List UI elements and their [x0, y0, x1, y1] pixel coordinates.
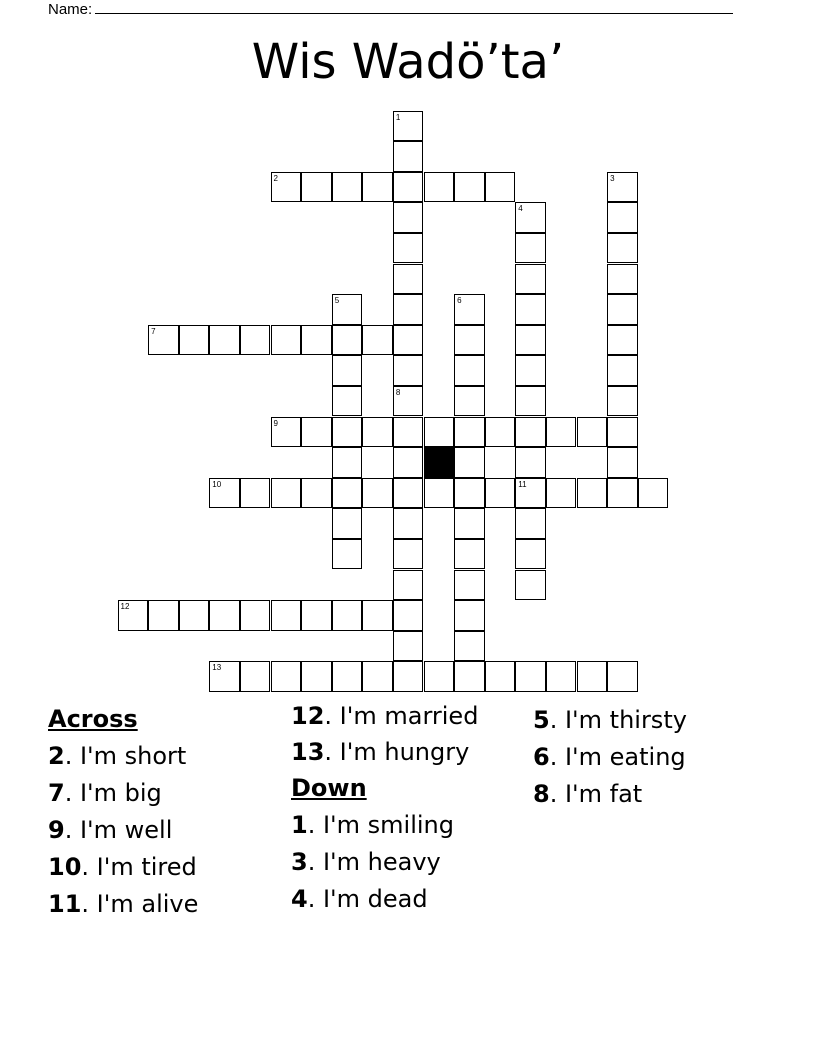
- grid-cell[interactable]: [393, 264, 424, 295]
- cell-number: 8: [395, 387, 401, 397]
- grid-cell[interactable]: [271, 325, 302, 356]
- clue-text: I'm thirsty: [564, 706, 687, 734]
- grid-cell[interactable]: [546, 478, 577, 509]
- clue-column-3: [533, 702, 687, 813]
- clue-text: I'm well: [79, 816, 173, 844]
- across-clue: 13. I'm hungry: [291, 738, 470, 766]
- cell-number: 2: [273, 173, 278, 183]
- across-clue: 12. I'm married: [291, 702, 479, 730]
- grid-cell[interactable]: [393, 355, 424, 386]
- grid-cell[interactable]: [607, 233, 638, 264]
- grid-cell[interactable]: [362, 172, 393, 203]
- clue-text: I'm eating: [564, 743, 686, 771]
- grid-cell[interactable]: [332, 539, 363, 570]
- clue-text: I'm married: [339, 702, 479, 730]
- down-clue: 3. I'm heavy: [291, 848, 441, 876]
- cell-number: 9: [273, 418, 278, 428]
- grid-cell[interactable]: [454, 325, 485, 356]
- grid-cell[interactable]: [607, 325, 638, 356]
- grid-cell[interactable]: [577, 478, 608, 509]
- grid-cell[interactable]: [332, 386, 363, 417]
- cell-number: 10: [212, 479, 222, 489]
- grid-cell[interactable]: [332, 600, 363, 631]
- grid-cell[interactable]: [454, 600, 485, 631]
- grid-cell[interactable]: [515, 478, 546, 509]
- grid-cell[interactable]: [424, 478, 455, 509]
- grid-cell[interactable]: [607, 294, 638, 325]
- grid-cell[interactable]: [393, 539, 424, 570]
- grid-cell[interactable]: [393, 202, 424, 233]
- clue-text: I'm alive: [96, 890, 199, 918]
- grid-cell[interactable]: [362, 600, 393, 631]
- grid-cell[interactable]: [271, 600, 302, 631]
- clue-number: 2: [48, 742, 65, 770]
- grid-cell[interactable]: [393, 631, 424, 662]
- clue-text: I'm dead: [322, 885, 428, 913]
- grid-cell[interactable]: [393, 325, 424, 356]
- grid-cell[interactable]: [301, 417, 332, 448]
- grid-cell[interactable]: [485, 661, 516, 692]
- cell-number: 11: [518, 479, 527, 489]
- grid-cell[interactable]: [607, 355, 638, 386]
- across-heading: Across: [48, 705, 138, 733]
- grid-cell[interactable]: [148, 325, 179, 356]
- cell-number: 7: [151, 326, 156, 336]
- grid-cell[interactable]: [607, 661, 638, 692]
- grid-cell[interactable]: [179, 325, 210, 356]
- grid-cell[interactable]: [393, 172, 424, 203]
- grid-cell[interactable]: [362, 478, 393, 509]
- grid-cell[interactable]: [607, 447, 638, 478]
- name-label: Name:: [48, 1, 93, 18]
- cell-number: 3: [610, 173, 615, 183]
- grid-cell[interactable]: [515, 294, 546, 325]
- grid-cell[interactable]: [240, 600, 271, 631]
- grid-cell[interactable]: [393, 508, 424, 539]
- grid-cell[interactable]: [301, 172, 332, 203]
- clue-text: I'm fat: [564, 780, 643, 808]
- black-cell: [424, 447, 455, 478]
- grid-cell[interactable]: [515, 233, 546, 264]
- cell-number: 5: [334, 296, 340, 306]
- grid-cell[interactable]: [607, 417, 638, 448]
- clue-number: 10: [48, 853, 82, 881]
- grid-cell[interactable]: [393, 661, 424, 692]
- grid-cell[interactable]: [454, 631, 485, 662]
- grid-cell[interactable]: [393, 111, 424, 142]
- grid-cell[interactable]: [393, 417, 424, 448]
- clue-number: 11: [48, 890, 82, 918]
- grid-cell[interactable]: [607, 264, 638, 295]
- grid-cell[interactable]: [209, 325, 240, 356]
- clue-number: 5: [533, 706, 550, 734]
- grid-cell[interactable]: [332, 417, 363, 448]
- clue-column-1: [48, 702, 198, 923]
- grid-cell[interactable]: [301, 325, 332, 356]
- grid-cell[interactable]: [454, 570, 485, 601]
- cell-number: 13: [212, 663, 222, 673]
- clue-number: 9: [48, 816, 65, 844]
- grid-cell[interactable]: [515, 355, 546, 386]
- grid-cell[interactable]: [515, 447, 546, 478]
- grid-cell[interactable]: [515, 264, 546, 295]
- grid-cell[interactable]: [424, 661, 455, 692]
- grid-cell[interactable]: [607, 386, 638, 417]
- grid-cell[interactable]: [179, 600, 210, 631]
- down-clue: 4. I'm dead: [291, 885, 428, 913]
- cell-number: 6: [457, 296, 462, 306]
- clue-number: 6: [533, 743, 550, 771]
- grid-cell[interactable]: [454, 172, 485, 203]
- grid-cell[interactable]: [271, 417, 302, 448]
- grid-cell[interactable]: [546, 417, 577, 448]
- grid-cell[interactable]: [332, 325, 363, 356]
- grid-cell[interactable]: [577, 661, 608, 692]
- cell-number: 4: [518, 204, 523, 214]
- down-clue: 8. I'm fat: [533, 780, 643, 808]
- grid-cell[interactable]: [332, 172, 363, 203]
- grid-cell[interactable]: [209, 600, 240, 631]
- clue-column-2: [291, 702, 491, 918]
- grid-cell[interactable]: [454, 508, 485, 539]
- down-clue: 1. I'm smiling: [291, 811, 454, 839]
- grid-cell[interactable]: [393, 478, 424, 509]
- grid-cell[interactable]: [393, 233, 424, 264]
- puzzle-title: Wis Wadö’ta’: [251, 34, 565, 90]
- grid-cell[interactable]: [454, 661, 485, 692]
- grid-cell[interactable]: [485, 417, 516, 448]
- clue-text: I'm short: [79, 742, 187, 770]
- clue-text: I'm tired: [96, 853, 197, 881]
- grid-cell[interactable]: [454, 386, 485, 417]
- grid-cell[interactable]: [271, 478, 302, 509]
- grid-cell[interactable]: [362, 661, 393, 692]
- grid-cell[interactable]: [393, 386, 424, 417]
- grid-cell[interactable]: [332, 294, 363, 325]
- down-heading: Down: [291, 774, 367, 802]
- cell-number: 12: [120, 602, 130, 612]
- grid-cell[interactable]: [515, 325, 546, 356]
- grid-cell[interactable]: [148, 600, 179, 631]
- grid-cell[interactable]: [240, 661, 271, 692]
- grid-cell[interactable]: [118, 600, 149, 631]
- grid-cell[interactable]: [638, 478, 669, 509]
- across-clue: 10. I'm tired: [48, 853, 197, 881]
- grid-cell[interactable]: [546, 661, 577, 692]
- clue-text: I'm big: [79, 779, 162, 807]
- down-clue: 5. I'm thirsty: [533, 706, 687, 734]
- clue-number: 12: [291, 702, 325, 730]
- across-clue: 9. I'm well: [48, 816, 173, 844]
- grid-cell[interactable]: [454, 447, 485, 478]
- grid-cell[interactable]: [209, 661, 240, 692]
- grid-cell[interactable]: [332, 478, 363, 509]
- grid-cell[interactable]: [454, 417, 485, 448]
- grid-cell[interactable]: [577, 417, 608, 448]
- clue-text: I'm smiling: [322, 811, 454, 839]
- clue-number: 1: [291, 811, 308, 839]
- clue-number: 3: [291, 848, 308, 876]
- grid-cell[interactable]: [607, 478, 638, 509]
- grid-cell[interactable]: [515, 570, 546, 601]
- grid-cell[interactable]: [332, 508, 363, 539]
- grid-cell[interactable]: [607, 172, 638, 203]
- grid-cell[interactable]: [515, 202, 546, 233]
- across-clue: 11. I'm alive: [48, 890, 199, 918]
- across-clue: 2. I'm short: [48, 742, 187, 770]
- grid-cell[interactable]: [515, 508, 546, 539]
- clue-number: 7: [48, 779, 65, 807]
- grid-cell[interactable]: [332, 661, 363, 692]
- grid-cell[interactable]: [454, 539, 485, 570]
- grid-cell[interactable]: [485, 478, 516, 509]
- clue-number: 8: [533, 780, 550, 808]
- grid-cell[interactable]: [393, 294, 424, 325]
- grid-cell[interactable]: [393, 600, 424, 631]
- across-clue: 7. I'm big: [48, 779, 162, 807]
- grid-cell[interactable]: [362, 325, 393, 356]
- grid-cell[interactable]: [362, 417, 393, 448]
- grid-cell[interactable]: [240, 478, 271, 509]
- cell-number: 1: [395, 112, 401, 122]
- grid-cell[interactable]: [393, 570, 424, 601]
- grid-cell[interactable]: [515, 539, 546, 570]
- grid-cell[interactable]: [301, 478, 332, 509]
- grid-cell[interactable]: [332, 447, 363, 478]
- grid-cell[interactable]: [607, 202, 638, 233]
- grid-cell[interactable]: [454, 478, 485, 509]
- grid-cell[interactable]: [271, 661, 302, 692]
- grid-cell[interactable]: [240, 325, 271, 356]
- grid-cell[interactable]: [485, 172, 516, 203]
- grid-cell[interactable]: [424, 172, 455, 203]
- clue-text: I'm heavy: [322, 848, 441, 876]
- down-clue: 6. I'm eating: [533, 743, 686, 771]
- clue-text: I'm hungry: [339, 738, 470, 766]
- grid-cell[interactable]: [515, 386, 546, 417]
- clue-number: 13: [291, 738, 325, 766]
- grid-cell[interactable]: [454, 355, 485, 386]
- grid-cell[interactable]: [301, 661, 332, 692]
- clue-number: 4: [291, 885, 308, 913]
- grid-cell[interactable]: [424, 417, 455, 448]
- grid-cell[interactable]: [209, 478, 240, 509]
- grid-cell[interactable]: [301, 600, 332, 631]
- grid-cell[interactable]: [393, 447, 424, 478]
- grid-cell[interactable]: [454, 294, 485, 325]
- grid-cell[interactable]: [393, 141, 424, 172]
- grid-cell[interactable]: [332, 355, 363, 386]
- grid-cell[interactable]: [515, 661, 546, 692]
- grid-cell[interactable]: [271, 172, 302, 203]
- grid-cell[interactable]: [515, 417, 546, 448]
